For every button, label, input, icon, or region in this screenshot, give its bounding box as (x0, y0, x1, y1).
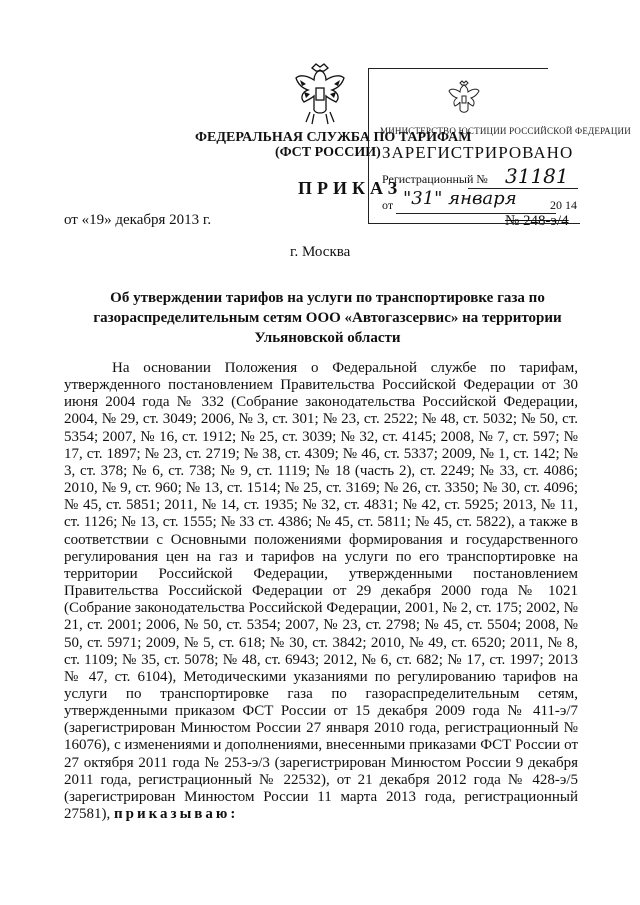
document-body (64, 360, 578, 823)
state-emblem-icon (292, 62, 348, 126)
city: г. Москва (290, 244, 351, 260)
document-heading: Об утверждении тарифов на услуги по транспортировке газа по газораспределительным сетям ООО «Автогазсервис» на территории Ульяновской области (93, 290, 562, 346)
stamp-top-border (368, 68, 548, 69)
stamp-date-underline (396, 213, 556, 214)
stamp-registration-year: 20 14 (550, 198, 577, 212)
stamp-registration-label: Регистрационный № (382, 172, 488, 186)
stamp-registration-number: 31181 (505, 164, 569, 188)
agency-abbreviation: (ФСТ РОССИИ) (275, 145, 381, 160)
stamp-emblem-icon (447, 80, 481, 120)
stamp-from-label: от (382, 198, 394, 212)
order-number: № 248-э/4 (505, 213, 569, 229)
stamp-registration-date: "31" января (403, 188, 517, 209)
body-text: На основании Положения о Федеральной службе по тарифам, утвержденного постановлением Правительства Российской Федерации от 30 июня 2004 года № 332 (Собрание законодательства Российской Федерации, 2004, № 29, ст. 3049; 2006, № 3, ст. 301; № 23, ст. 2522; № 48, ст. 5032; № 50, ст. 5354; 2007, № 16, ст. 1912; № 25, ст. 3039; № 32, ст. 4145; 2008, № 7, ст. 597; № 17, ст. 1897; № 23, ст. 2719; № 38, ст. 4309; № 46, ст. 5337; 2009, № 1, ст. 142; № 3, ст. 378; № 6, ст. 738; № 9, ст. 1119; № 18 (часть 2), ст. 2249; № 33, ст. 4086; 2010, № 9, ст. 960; № 13, ст. 1514; № 25, ст. 3169; № 26, ст. 3350; № 30, ст. 4096; № 45, ст. 5851; 2011, № 14, ст. 1935; № 32, ст. 4831; № 42, ст. 5925; 2013, № 11, ст. 1126; № 13, ст. 1555; № 33 ст. 4386; № 45, ст. 5811; № 45, ст. 5822), а также в соответствии с Основными положениями формирования и государственного регулирования цен на газ и тарифов на услуги по его транспортировке на территории Российской Федерации, утвержденными постановлением Правительства Российской Федерации от 29 декабря 2000 года № 1021 (Собрание законодательства Российской Федерации, 2001, № 2, ст. 175; 2002, № 21, ст. 2001; 2006, № 50, ст. 5354; 2007, № 23, ст. 2798; № 45, ст. 5504; 2008, № 50, ст. 5971; 2009, № 5, ст. 618; № 30, ст. 3842; 2010, № 49, ст. 6520; 2011, № 8, ст. 1109; № 35, ст. 5078; № 48, ст. 6943; 2012, № 6, ст. 682; № 17, ст. 1997; 2013 № 47, ст. 6104), Методическими указаниями по регулированию тарифов на услуги по транспортировке газа по газораспределительным сетям, утвержденными приказом ФСТ России от 15 декабря 2009 года № 411-э/7 (зарегистрирован Минюстом России 27 января 2010 года, регистрационный № 16076), с изменениями и дополнениями, внесенными приказами ФСТ России от 27 октября 2011 года № 253-э/3 (зарегистрирован Минюстом России 9 декабря 2011 года, регистрационный № 22532), от 21 декабря 2012 года № 428-э/5 (зарегистрирован Минюстом России 11 марта 2013 года, регистрационный 27581), (64, 360, 578, 823)
order-date: от «19» декабря 2013 г. (64, 212, 212, 228)
document-type-title: ПРИКАЗ (298, 178, 403, 198)
order-closing: приказываю: (114, 806, 239, 823)
stamp-ministry: МИНИСТЕРСТВО ЮСТИЦИИ РОССИЙСКОЙ ФЕДЕРАЦИИ (380, 126, 631, 136)
agency-name: ФЕДЕРАЛЬНАЯ СЛУЖБА ПО ТАРИФАМ (195, 130, 472, 145)
body-paragraph (64, 360, 578, 823)
stamp-registered-label: ЗАРЕГИСТРИРОВАНО (382, 143, 574, 162)
